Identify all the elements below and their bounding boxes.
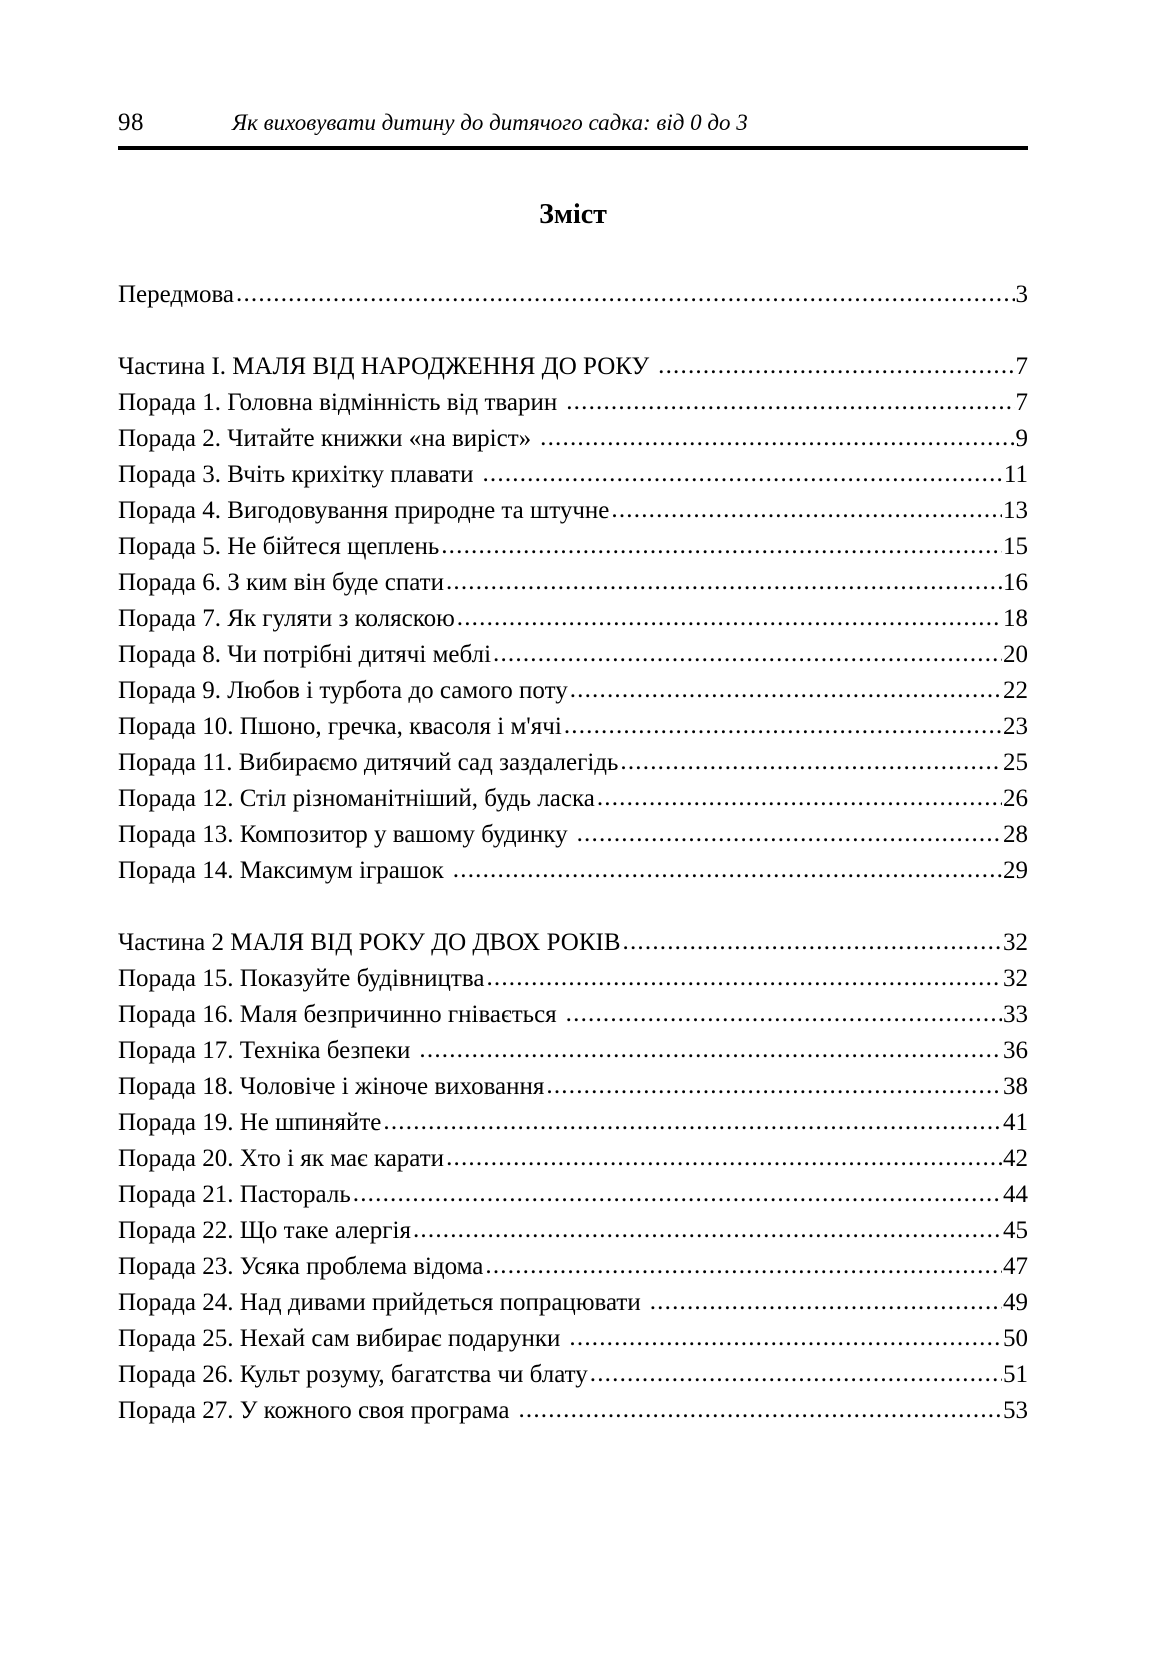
toc-entry-label: Порада 21. Пастораль	[118, 1181, 351, 1208]
toc-entry[interactable]	[118, 1321, 1028, 1357]
toc-dot-leader	[236, 277, 1014, 313]
running-head-book-title: Як виховувати дитину до дитячого садка: від 0 до 3	[232, 110, 748, 135]
toc-entry-page-number: 49	[1003, 1289, 1028, 1316]
toc-entry-page-number: 53	[1003, 1397, 1028, 1424]
toc-entry-label: Порада 18. Чоловіче і жіноче виховання	[118, 1073, 545, 1100]
toc-entry-page-number: 38	[1003, 1073, 1028, 1100]
toc-entry-page-number: 44	[1003, 1181, 1028, 1208]
toc-dot-leader	[482, 457, 1002, 493]
toc-entry[interactable]	[118, 385, 1028, 421]
toc-dot-leader	[658, 349, 1014, 385]
toc-entry-label: Порада 2. Читайте книжки «на виріст»	[118, 425, 532, 452]
toc-entry[interactable]	[118, 277, 1028, 313]
table-of-contents	[118, 277, 1028, 1429]
toc-dot-leader	[569, 1321, 1002, 1357]
toc-entry-label: Порада 9. Любов і турбота до самого поту	[118, 677, 568, 704]
toc-entry-page-number: 41	[1003, 1109, 1028, 1136]
toc-entry-page-number: 28	[1003, 821, 1028, 848]
toc-dot-leader	[590, 1357, 1002, 1393]
toc-entry-page-number: 18	[1003, 605, 1028, 632]
toc-entry-page-number: 45	[1003, 1217, 1028, 1244]
toc-entry-label: Порада 17. Техніка безпеки	[118, 1037, 411, 1064]
toc-entry-page-number: 7	[1015, 389, 1028, 416]
toc-entry-page-number: 47	[1003, 1253, 1028, 1280]
toc-entry[interactable]	[118, 997, 1028, 1033]
toc-entry-label: Передмова	[118, 281, 235, 308]
toc-entry-page-number: 7	[1015, 353, 1028, 380]
toc-dot-leader	[446, 565, 1002, 601]
toc-entry-page-number: 32	[1003, 929, 1028, 956]
toc-entry[interactable]	[118, 1357, 1028, 1393]
toc-entry-label: Порада 14. Максимум іграшок	[118, 857, 444, 884]
toc-entry-label: Порада 25. Нехай сам вибирає подарунки	[118, 1325, 561, 1352]
toc-dot-leader	[597, 781, 1002, 817]
toc-dot-leader	[485, 1249, 1002, 1285]
toc-entry[interactable]	[118, 925, 1028, 961]
toc-entry-page-number: 15	[1003, 533, 1028, 560]
toc-entry[interactable]	[118, 1033, 1028, 1069]
toc-dot-leader	[623, 925, 1002, 961]
page-title: Зміст	[539, 199, 607, 230]
toc-entry[interactable]	[118, 1285, 1028, 1321]
running-head	[118, 108, 1028, 138]
toc-entry-label: Порада 6. З ким він буде спати	[118, 569, 444, 596]
toc-entry[interactable]	[118, 1105, 1028, 1141]
toc-entry[interactable]	[118, 817, 1028, 853]
toc-entry-label: Порада 24. Над дивами прийдеться попрацювати	[118, 1289, 641, 1316]
toc-entry[interactable]	[118, 529, 1028, 565]
toc-dot-leader	[419, 1033, 1002, 1069]
toc-dot-leader	[453, 853, 1002, 889]
toc-dot-leader	[493, 637, 1002, 673]
toc-entry[interactable]	[118, 1393, 1028, 1429]
toc-entry[interactable]	[118, 1177, 1028, 1213]
toc-entry-label: Порада 26. Культ розуму, багатства чи блату	[118, 1361, 588, 1388]
toc-entry-label: Порада 3. Вчіть крихітку плавати	[118, 461, 474, 488]
toc-entry-label: Порада 20. Хто і як має карати	[118, 1145, 445, 1172]
toc-entry-label: Порада 7. Як гуляти з коляскою	[118, 605, 455, 632]
toc-entry[interactable]	[118, 1249, 1028, 1285]
toc-entry-label: Порада 19. Не шпиняйте	[118, 1109, 382, 1136]
toc-entry-page-number: 13	[1003, 497, 1028, 524]
toc-dot-leader	[457, 601, 1002, 637]
toc-entry-page-number: 16	[1003, 569, 1028, 596]
toc-entry[interactable]	[118, 493, 1028, 529]
toc-dot-leader	[353, 1177, 1002, 1213]
toc-entry-label: Порада 12. Стіл різноманітніший, будь ласка	[118, 785, 595, 812]
toc-entry[interactable]	[118, 1141, 1028, 1177]
toc-entry[interactable]	[118, 745, 1028, 781]
toc-entry-page-number: 11	[1003, 461, 1028, 488]
toc-entry[interactable]	[118, 637, 1028, 673]
toc-dot-leader	[540, 421, 1014, 457]
toc-entry[interactable]	[118, 853, 1028, 889]
toc-entry-page-number: 33	[1003, 1001, 1028, 1028]
toc-dot-leader	[611, 493, 1002, 529]
toc-dot-leader	[570, 673, 1002, 709]
toc-entry[interactable]	[118, 349, 1028, 385]
toc-entry-page-number: 29	[1003, 857, 1028, 884]
toc-entry-label: Частина 2 МАЛЯ ВІД РОКУ ДО ДВОХ РОКІВ	[118, 929, 621, 956]
toc-entry-page-number: 9	[1015, 425, 1028, 452]
toc-entry[interactable]	[118, 673, 1028, 709]
toc-entry-label: Порада 10. Пшоно, гречка, квасоля і м'ячі	[118, 713, 562, 740]
toc-entry-label: Порада 5. Не бійтеся щеплень	[118, 533, 440, 560]
toc-entry[interactable]	[118, 781, 1028, 817]
toc-dot-leader	[383, 1105, 1002, 1141]
toc-dot-leader	[546, 1069, 1002, 1105]
toc-dot-leader	[577, 817, 1002, 853]
toc-entry-label: Порада 13. Композитор у вашому будинку	[118, 821, 568, 848]
toc-entry-label: Порада 23. Усяка проблема відома	[118, 1253, 484, 1280]
toc-entry-label: Порада 4. Вигодовування природне та штучне	[118, 497, 610, 524]
toc-entry-page-number: 25	[1003, 749, 1028, 776]
toc-entry[interactable]	[118, 961, 1028, 997]
toc-dot-leader	[566, 997, 1002, 1033]
page-folio-number: 98	[118, 109, 144, 136]
running-head-rule	[118, 146, 1028, 150]
toc-entry[interactable]	[118, 565, 1028, 601]
toc-entry-page-number: 36	[1003, 1037, 1028, 1064]
toc-entry-label: Порада 16. Маля безпричинно гнівається	[118, 1001, 557, 1028]
toc-entry[interactable]	[118, 709, 1028, 745]
toc-entry-label: Порада 11. Вибираємо дитячий сад заздалегідь	[118, 749, 619, 776]
toc-dot-leader	[413, 1213, 1002, 1249]
toc-dot-leader	[620, 745, 1002, 781]
toc-dot-leader	[446, 1141, 1002, 1177]
toc-entry-page-number: 26	[1003, 785, 1028, 812]
toc-entry-label: Порада 15. Показуйте будівництва	[118, 965, 485, 992]
toc-entry-page-number: 23	[1003, 713, 1028, 740]
toc-dot-leader	[486, 961, 1002, 997]
toc-entry-page-number: 32	[1003, 965, 1028, 992]
toc-entry-label: Порада 27. У кожного своя програма	[118, 1397, 510, 1424]
toc-entry-page-number: 22	[1003, 677, 1028, 704]
toc-entry-label: Порада 8. Чи потрібні дитячі меблі	[118, 641, 492, 668]
toc-entry[interactable]	[118, 457, 1028, 493]
toc-dot-leader	[650, 1285, 1002, 1321]
toc-entry-page-number: 42	[1003, 1145, 1028, 1172]
toc-entry-page-number: 3	[1015, 281, 1028, 308]
toc-entry-label: Порада 1. Головна відмінність від тварин	[118, 389, 558, 416]
toc-entry-page-number: 20	[1003, 641, 1028, 668]
toc-dot-leader	[441, 529, 1002, 565]
toc-entry-label: Порада 22. Що таке алергія	[118, 1217, 411, 1244]
toc-entry[interactable]	[118, 1213, 1028, 1249]
toc-entry-page-number: 51	[1003, 1361, 1028, 1388]
toc-dot-leader	[566, 385, 1014, 421]
toc-entry-page-number: 50	[1003, 1325, 1028, 1352]
toc-dot-leader	[518, 1393, 1002, 1429]
toc-entry[interactable]	[118, 1069, 1028, 1105]
toc-dot-leader	[564, 709, 1002, 745]
toc-entry-label: Частина I. МАЛЯ ВІД НАРОДЖЕННЯ ДО РОКУ	[118, 353, 650, 380]
toc-entry[interactable]	[118, 421, 1028, 457]
toc-entry[interactable]	[118, 601, 1028, 637]
